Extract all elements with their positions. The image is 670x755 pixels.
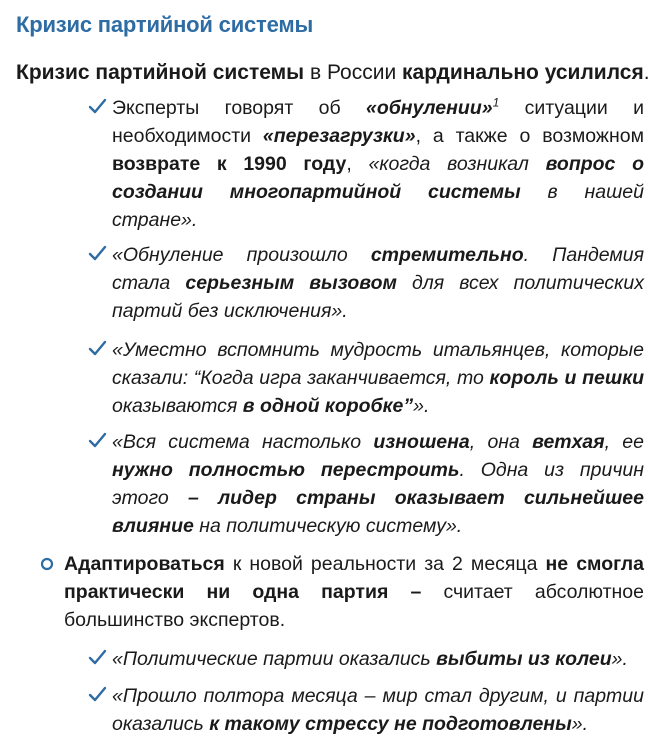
check-item-2-text: «Обнуление произошло стремительно. Пандемия стала серьезным вызовом для всех политических партий без исключения». (112, 244, 644, 322)
check-item-5-text: «Политические партии оказались выбиты из колеи». (112, 648, 628, 670)
check-item-1-text: Эксперты говорят об «обнулении»$^1$ ситуации и необходимости «перезагрузки», а также о возможном возврате к 1990 году, «когда возникал вопрос о создании многопартийной системы в нашей стране». (112, 95, 644, 231)
check-item-4 (88, 428, 644, 540)
check-icon (88, 432, 108, 450)
check-item-3-text: «Уместно вспомнить мудрость итальянцев, которые сказали: “Когда игра заканчивается, то король и пешки оказываются в одной коробке”». (112, 339, 645, 417)
lead-bold-2: кардинально усилился (402, 61, 644, 84)
lead-text-1: в России (304, 61, 403, 84)
lead-paragraph (16, 59, 656, 87)
ring-bullet-text: Адаптироваться к новой реальности за 2 месяца не смогла практически ни одна партия – считает абсолютное большинство экспертов. (64, 553, 644, 631)
page-title: Кризис партийной системы (16, 12, 314, 37)
check-item-4-text: «Вся система настолько изношена, она ветхая, ее нужно полностью перестроить. Одна из причин этого – лидер страны оказывает сильнейшее влияние на политическую систему». (112, 431, 644, 537)
lead-bold-1: Кризис партийной системы (16, 61, 305, 84)
check-item-6-text: «Прошло полтора месяца – мир стал другим, и партии оказались к такому стрессу не подготовлены». (112, 685, 644, 735)
lead-text-2: . (643, 61, 650, 84)
ring-icon (40, 557, 54, 571)
check-icon (88, 649, 108, 667)
check-item-1 (88, 94, 644, 234)
check-item-3 (88, 336, 644, 420)
check-item-5 (88, 645, 644, 673)
check-icon (88, 98, 108, 116)
check-icon (88, 245, 108, 263)
check-item-2 (88, 241, 644, 325)
check-icon (88, 340, 108, 358)
ring-bullet-item (40, 550, 644, 634)
check-item-6 (88, 682, 644, 738)
check-icon (88, 686, 108, 704)
